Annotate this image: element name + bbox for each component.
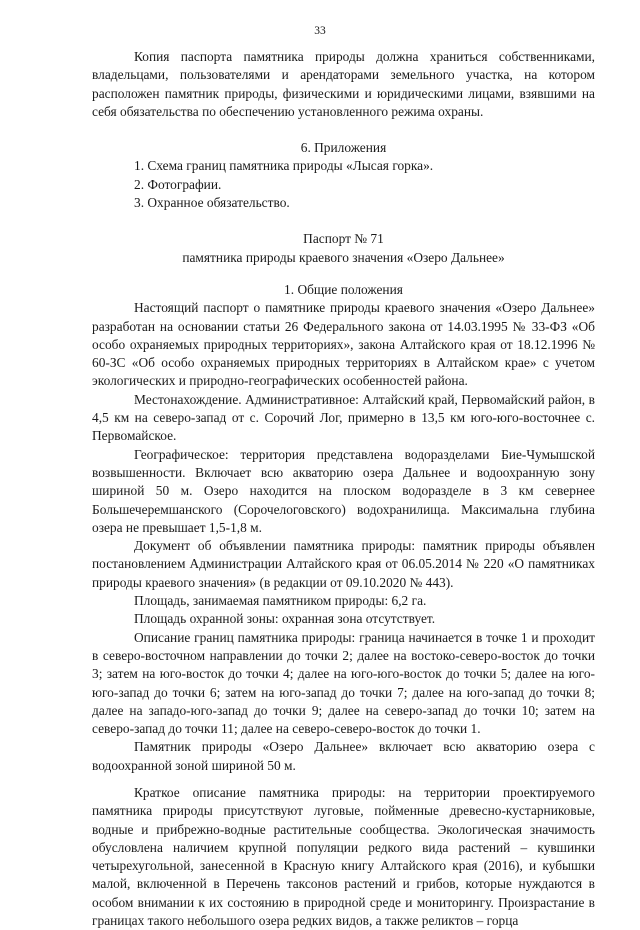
paragraph-water-area: Памятник природы «Озеро Дальнее» включает всю акваторию озера с водоохранной зоной шириной 50 м. xyxy=(92,739,595,773)
paragraph-brief-description: Краткое описание памятника природы: на территории проектируемого памятника природы присутствуют луговые, пойменные древесно-кустарниковые, водные и прибрежно-водные растительные сообщества. Экологическая значимость обусловлена наличием крупной популяции редкого вида растений – кувшинки четырехугольной, занесенной в Красную книгу Алтайского края (2016), и кубышки малой, включенной в Перечень таксонов растений и грибов, которые нуждаются в особом внимании к их состоянию в природной среде и мониторингу. Произрастание в границах такого небольшого озера редких видов, а также реликтов – горца xyxy=(92,784,595,929)
paragraph-declaration-document: Документ об объявлении памятника природы: памятник природы объявлен постановлением Администрации Алтайского края от 06.05.2014 № 220 «О памятниках природы краевого значения» (в редакции от 09.10.2020 № 443). xyxy=(92,538,595,590)
page-number: 33 xyxy=(314,25,326,37)
intro-paragraph: Копия паспорта памятника природы должна храниться собственниками, владельцами, пользователями и арендаторами земельного участка, на котором расположен памятник природы, физическими и юридическими лицами, взявшими на себя обязательства по обеспечению установленного режима охраны. xyxy=(92,49,595,119)
appendix-heading: 6. Приложения xyxy=(300,140,387,156)
appendix-item: 2. Фотографии. xyxy=(134,176,222,192)
paragraph-boundary-description: Описание границ памятника природы: граница начинается в точке 1 и проходит в северо-восточном направлении до точки 2; далее на востоко-северо-восток до точки 3; затем на юго-восток до точки 4; далее на юго-юго-восток до точки 5; далее на юго-юго-запад до точки 6; затем на юго-запад до точки 7; далее на юго-запад до точки 8; далее на западо-юго-запад до точки 9; далее на северо-запад до точки 10; затем на северо-запад до точки 11; далее на северо-северо-восток до точки 1. xyxy=(92,629,595,737)
section-heading: 1. Общие положения xyxy=(284,281,403,297)
appendix-item: 3. Охранное обязательство. xyxy=(134,195,290,211)
paragraph-area: Площадь, занимаемая памятником природы: 6,2 га. xyxy=(134,593,427,609)
paragraph-protection-zone: Площадь охранной зоны: охранная зона отсутствует. xyxy=(134,611,436,627)
paragraph-legal-basis: Настоящий паспорт о памятнике природы краевого значения «Озеро Дальнее» разработан на основании статьи 26 Федерального закона от 14.03.1995 № 33-ФЗ «Об особо охраняемых природных территориях», закона Алтайского края от 18.12.1996 № 60-ЗС «Об особо охраняемых природных территориях в Алтайском крае» с учетом экологических и природно-географических особенностей района. xyxy=(92,300,595,389)
passport-subtitle: памятника природы краевого значения «Озеро Дальнее» xyxy=(182,249,505,265)
paragraph-geography: Географическое: территория представлена водоразделами Бие-Чумышской возвышенности. Включает всю акваторию озера Дальнее и водоохранную зону шириной 50 м. Озеро находится на плоском водоразделе в 3 км севернее Большечеремшанского (Сорочелоговского) водохранилища. Максимальна глубина озера не превышает 1,5-1,8 м. xyxy=(92,446,595,535)
appendix-list xyxy=(92,157,595,212)
paragraph-location: Местонахождение. Административное: Алтайский край, Первомайский район, в 4,5 км на северо-запад от с. Сорочий Лог, примерно в 13,5 км юго-юго-восточнее с. Первомайское. xyxy=(92,391,595,444)
document-body xyxy=(92,48,595,930)
appendix-item: 1. Схема границ памятника природы «Лысая горка». xyxy=(134,158,434,174)
passport-title: Паспорт № 71 xyxy=(303,231,384,247)
